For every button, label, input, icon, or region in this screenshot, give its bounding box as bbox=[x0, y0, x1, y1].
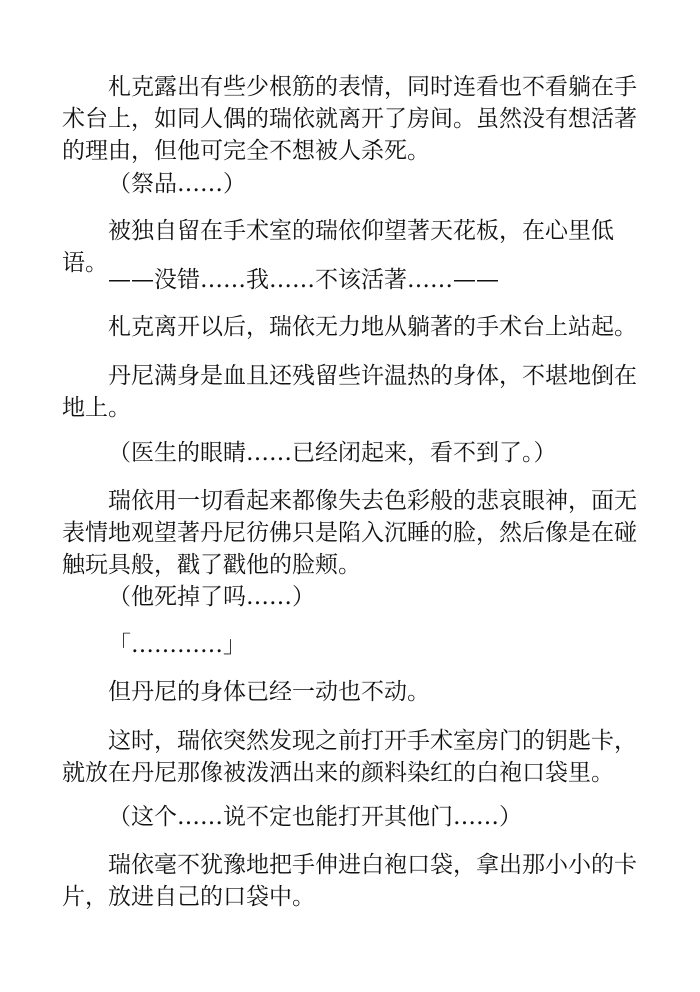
paragraph: 札克离开以后，瑞依无力地从躺著的手术台上站起。 bbox=[108, 314, 637, 340]
paragraph: ——没错……我……不该活著……—— bbox=[108, 267, 499, 293]
paragraph: 丹尼满身是血且还残留些许温热的身体，不堪地倒在地上。 bbox=[62, 363, 637, 421]
paragraph: 但丹尼的身体已经一动也不动。 bbox=[108, 679, 430, 705]
paragraph: 瑞依用一切看起来都像失去色彩般的悲哀眼神，面无表情地观望著丹尼彷佛只是陷入沉睡的脸，然后像是在碰触玩具般，戳了戳他的脸颊。 bbox=[62, 488, 637, 578]
paragraph: 瑞依毫不犹豫地把手伸进白袍口袋，拿出那小小的卡片，放进自己的口袋中。 bbox=[62, 852, 637, 910]
paragraph: 札克露出有些少根筋的表情，同时连看也不看躺在手术台上，如同人偶的瑞依就离开了房间。虽然没有想活著的理由，但他可完全不想被人杀死。 bbox=[62, 74, 637, 164]
paragraph: 被独自留在手术室的瑞依仰望著天花板，在心里低语。 bbox=[62, 218, 614, 276]
paragraph: 这时，瑞依突然发现之前打开手术室房门的钥匙卡，就放在丹尼那像被泼洒出来的颜料染红的白袍口袋里。 bbox=[62, 728, 637, 786]
paragraph: （这个……说不定也能打开其他门……） bbox=[108, 804, 522, 830]
paragraph: （他死掉了吗……） bbox=[108, 584, 315, 610]
paragraph: 「…………」 bbox=[108, 632, 246, 658]
paragraph: （祭品……） bbox=[108, 171, 246, 197]
paragraph: （医生的眼睛……已经闭起来，看不到了。） bbox=[108, 440, 557, 466]
